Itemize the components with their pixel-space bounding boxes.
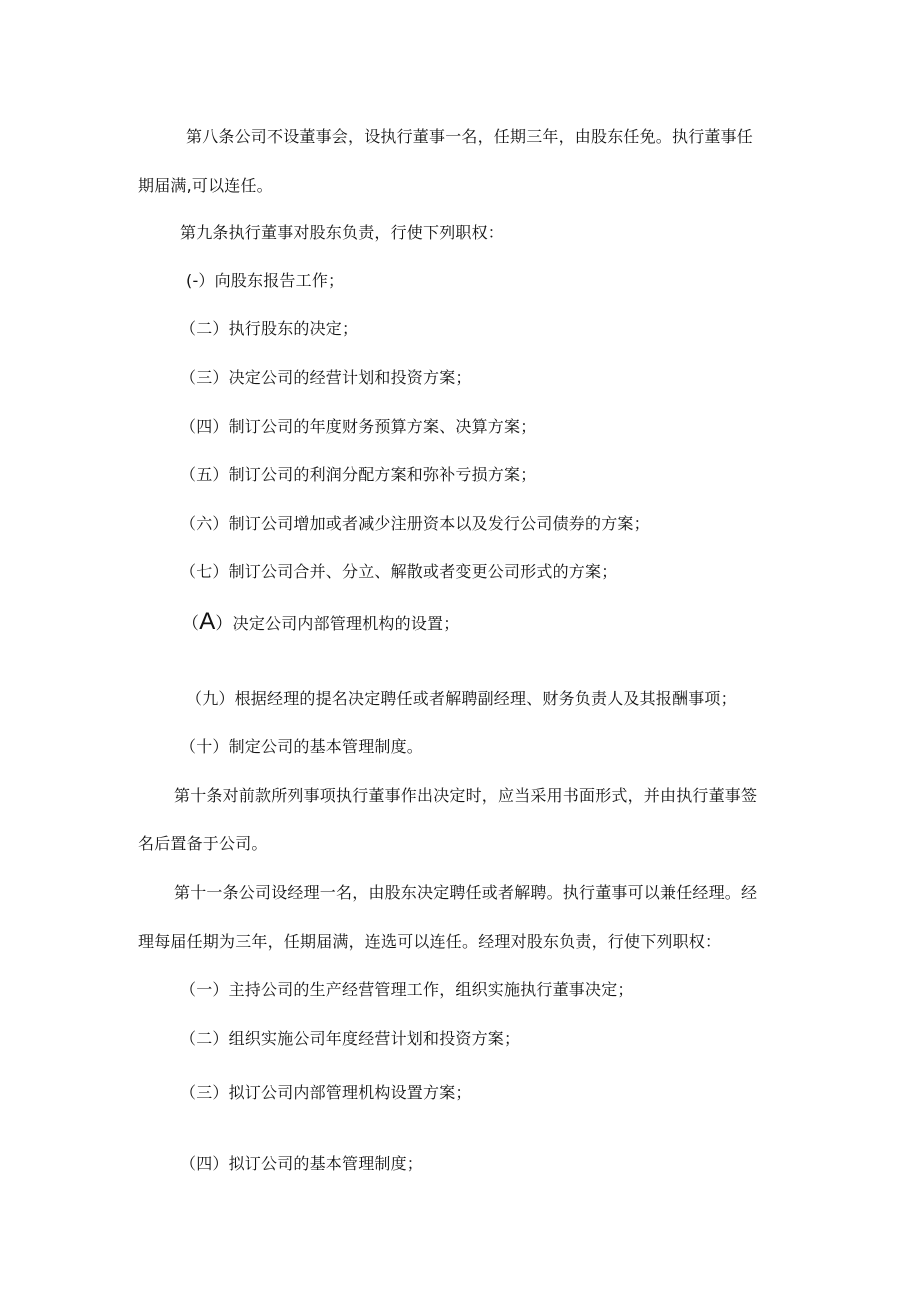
article-9-item-5: （五）制订公司的利润分配方案和弥补亏损方案； — [180, 465, 537, 484]
article-9-item-1: (-）向股东报告工作； — [186, 271, 345, 290]
article-9-item-10: （十）制定公司的基本管理制度。 — [180, 737, 424, 756]
article-8-line-1: 第八条公司不设董事会，设执行董事一名，任期三年，由股东任免。执行董事任 — [186, 127, 754, 146]
article-10-line-2: 名后置备于公司。 — [138, 834, 268, 853]
item-8-open-paren: （ — [182, 614, 200, 634]
article-11-line-2: 理每届任期为三年，任期届满，连选可以连任。经理对股东负责，行使下列职权： — [138, 932, 722, 951]
article-9-item-4: （四）制订公司的年度财务预算方案、决算方案； — [180, 417, 537, 436]
article-9-item-3: （三）决定公司的经营计划和投资方案； — [180, 368, 472, 387]
article-8-line-2: 期届满,可以连任。 — [138, 176, 273, 195]
article-11-item-4: （四）拟订公司的基本管理制度； — [180, 1154, 424, 1173]
article-9-item-7: （七）制订公司合并、分立、解散或者变更公司形式的方案； — [180, 562, 618, 581]
article-11-line-1: 第十一条公司设经理一名，由股东决定聘任或者解聘。执行董事可以兼任经理。经 — [174, 883, 758, 902]
article-9-item-8 — [182, 608, 460, 635]
item-8-text: 决定公司内部管理机构的设置； — [232, 614, 460, 633]
article-9-item-2: （二）执行股东的决定； — [180, 319, 359, 338]
article-9-heading: 第九条执行董事对股东负责，行使下列职权： — [180, 223, 505, 242]
article-11-item-1: （一）主持公司的生产经营管理工作，组织实施执行董事决定； — [180, 980, 634, 999]
article-9-item-6: （六）制订公司增加或者减少注册资本以及发行公司债券的方案； — [180, 514, 650, 533]
item-8-label: A — [199, 608, 216, 635]
item-8-close-paren: ） — [215, 614, 233, 634]
article-10-line-1: 第十条对前款所列事项执行董事作出决定时，应当采用书面形式，并由执行董事签 — [174, 786, 758, 805]
article-11-item-3: （三）拟订公司内部管理机构设置方案； — [180, 1083, 472, 1102]
article-11-item-2: （二）组织实施公司年度经营计划和投资方案； — [180, 1029, 521, 1048]
article-9-item-9: （九）根据经理的提名决定聘任或者解聘副经理、财务负责人及其报酬事项； — [186, 689, 737, 708]
